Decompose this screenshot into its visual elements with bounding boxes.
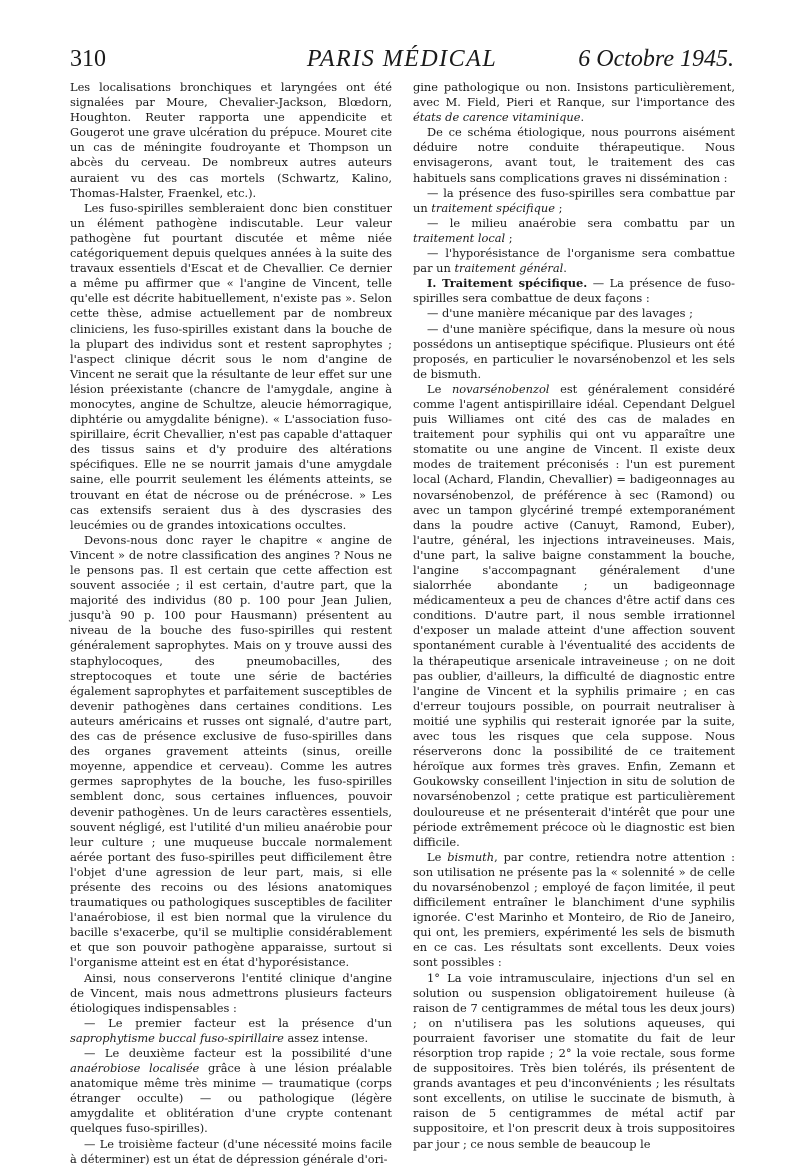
paragraph: [70, 1046, 392, 1137]
emphasis-text: bismuth: [447, 849, 495, 864]
paragraph-text-tail: ;: [505, 230, 513, 245]
paragraph: [413, 186, 735, 216]
paragraph-text: — d'une manière spécifique, dans la mesure où nous possédons un antiseptique spécifique. Plusieurs ont été proposés, en particulier le novarsénobenzol et les sels de bismuth.: [413, 321, 735, 381]
paragraph-text: — d'une manière mécanique par des lavages ;: [427, 306, 693, 321]
paragraph-text-tail: grâce à une lésion préalable anatomique même très minime — traumatique (corps étranger occulte) — ou pathologique (légère amygdalite et oblitération d'une crypte contenant quelques fuso-spirilles).: [70, 1061, 392, 1136]
paragraph: [413, 246, 735, 276]
paragraph-text: Les fuso-spirilles sembleraient donc bien constituer un élément pathogène indiscutable. Leur valeur pathogène fut pourtant discutée et même niée catégoriquement depuis quelques années à la suite des travaux essentiels d'Escat et de Chevallier. Ce dernier a même pu affirmer que « l'angine de Vincent, telle qu'elle est décrite habituellement, n'existe pas ». Selon cette thèse, admise actuellement par de nombreux cliniciens, les fuso-spirilles existant dans la bouche de la plupart des individus sont et restent saprophytes ; l'aspect clinique décrit sous le nom d'angine de Vincent ne serait que la résultante de leur effet sur une lésion préexistante (chancre de l'amygdale, angine à monocytes, angine de Schultze, aleucie hémorragique, diphtérie ou amygdalite bénigne). « L'association fuso-spirillaire, écrit Chevallier, n'est pas capable d'attaquer des tissus sains et d'y produire des altérations spécifiques. Elle ne se nourrit jamais d'une amygdale saine, elle pourrit seulement les éléments atteints, se trouvant en état de nécrose ou de prénécrose. » Les cas extensifs seraient dus à des dyscrasies des leucémies ou de grandes intoxications occultes.: [70, 200, 392, 532]
page-number: 310: [70, 46, 106, 72]
paragraph-text: De ce schéma étiologique, nous pourrons aisément déduire notre conduite thérapeutique. Nous envisagerons, avant tout, le traitement des cas habituels sans complications graves ni dissémination :: [413, 125, 735, 185]
paragraph: [70, 971, 392, 1016]
paragraph-text-tail: .: [563, 261, 567, 276]
emphasis-text: traitement général: [454, 261, 564, 276]
paragraph: [413, 125, 735, 185]
paragraph: [413, 971, 735, 1152]
paragraph-text-tail: ;: [555, 200, 563, 215]
paragraph: [413, 306, 735, 321]
paragraph: [70, 533, 392, 971]
emphasis-text: traitement spécifique: [431, 200, 556, 215]
right-column: [413, 80, 736, 1151]
page-header: [70, 46, 734, 76]
paragraph-text: Les localisations bronchiques et laryngées ont été signalées par Moure, Chevalier-Jackson, Blœdorn, Houghton. Reuter rapporta une appendicite et Gougerot une grave ulcération du prépuce. Mouret cite un cas de méningite foudroyante et Thompson un abcès du cerveau. De nombreux autres auteurs auraient vu des cas mortels (Schwartz, Kalino, Thomas-Halster, Fraenkel, etc.).: [70, 80, 392, 200]
paragraph: [70, 80, 392, 201]
paragraph: [70, 201, 392, 533]
emphasis-text: états de carence vitaminique: [413, 110, 581, 125]
paragraph: [413, 80, 735, 125]
paragraph-text: — l'hyporésistance de l'organisme sera combattue par un: [413, 246, 735, 276]
paragraph-text: — Le deuxième facteur est la possibilité d'une: [84, 1046, 392, 1060]
paragraph-text: — La présence de fuso-spirilles sera combattue de deux façons :: [413, 276, 736, 306]
paragraph: [70, 1137, 392, 1167]
paragraph-text: 1° La voie intramusculaire, injections d'un sel en solution ou suspension obligatoirement huileuse (à raison de 7 centigrammes de métal tous les deux jours) ; on n'utilisera pas les solutions aqueuses, qui pourraient favoriser une stomatite du fait de leur résorption trop rapide ; 2° la voie rectale, sous forme de suppositoires. Très bien tolérés, ils présentent de grands avantages et peu d'inconvénients ; les résultats sont excellents, on utilise le succinate de bismuth, à raison de 5 centigrammes de métal actif par suppositoire, et l'on prescrit deux à trois suppositoires par jour ; ce nous semble de beaucoup le: [413, 970, 735, 1151]
paragraph-text-tail: assez intense.: [283, 1030, 369, 1045]
paragraph: [413, 322, 735, 382]
paragraph-text: — la présence des fuso-spirilles sera combattue par un: [413, 185, 735, 215]
paragraph-text: gine pathologique ou non. Insistons particulièrement, avec M. Field, Pieri et Ranque, sur l'importance des: [413, 80, 735, 110]
paragraph-text: Ainsi, nous conserverons l'entité clinique d'angine de Vincent, mais nous admettrons plusieurs facteurs étiologiques indispensables :: [70, 970, 392, 1015]
paragraph-text: — le milieu anaérobie sera combattu par un: [427, 215, 735, 230]
emphasis-text: anaérobiose localisée: [70, 1061, 200, 1076]
paragraph: [413, 382, 735, 850]
journal-title: PARIS MÉDICAL: [306, 46, 498, 72]
paragraph-text: Le: [427, 849, 448, 864]
paragraph-text-tail: , par contre, retiendra notre attention : son utilisation ne présente pas la « solennité » de celle du novarsénobenzol ; employé de façon limitée, il peut difficilement entraîner le blanchiment d'une syphilis ignorée. C'est Marinho et Monteiro, de Rio de Janeiro, qui ont, les premiers, expérimenté les sels de bismuth en ce cas. Les résultats sont excellents. Deux voies sont possibles :: [413, 849, 735, 970]
paragraph: [413, 850, 735, 971]
paragraph: [70, 1016, 392, 1046]
paragraph-text: — Le premier facteur est la présence d'un: [84, 1015, 392, 1030]
paragraph-text: Devons-nous donc rayer le chapitre « angine de Vincent » de notre classification des angines ? Nous ne le pensons pas. Il est certain que cette affection est souvent associée ; il est certain, d'autre part, que la majorité des individus (80 p. 100 pour Jean Julien, jusqu'à 90 p. 100 pour Hausmann) présentent au niveau de la bouche des fuso-spirilles qui restent généralement saprophytes. Mais on y trouve aussi des staphylocoques, des pneumobacilles, des streptocoques et toute une série de bactéries également saprophytes et parfaitement susceptibles de devenir pathogènes dans certaines conditions. Les auteurs américains et russes ont signalé, d'autre part, des cas de présence exclusive de fuso-spirilles dans des organes gravement atteints (sinus, oreille moyenne, appendice et cerveau). Comme les autres germes saprophytes de la bouche, les fuso-spirilles semblent donc, sous certaines influences, pouvoir devenir pathogènes. Un de leurs caractères essentiels, souvent négligé, est l'utilité d'un milieu anaérobie pour leur culture ; une muqueuse buccale normalement aérée portant des fuso-spirilles peut difficilement être l'objet d'une agression de leur part, mais, si elle présente des recoins ou des lésions anatomiques traumatiques ou pathologiques susceptibles de faciliter l'anaérobiose, il est bien normal que la virulence du bacille s'exacerbe, qu'il se multiplie considérablement et que son pouvoir pathogène apparaisse, surtout si l'organisme atteint est en état d'hyporésistance.: [70, 532, 392, 970]
paragraph-text-tail: .: [580, 110, 585, 125]
paragraph-text: — Le troisième facteur (d'une nécessité moins facile à déterminer) est un état de dépression générale d'ori-: [70, 1136, 392, 1166]
left-column: [70, 80, 392, 1166]
emphasis-text: saprophytisme buccal fuso-spirillaire: [70, 1030, 284, 1045]
emphasis-text: novarsénobenzol: [451, 381, 550, 396]
paragraph: [413, 276, 735, 306]
paragraph: [413, 216, 735, 246]
issue-date: 6 Octobre 1945.: [578, 46, 734, 72]
emphasis-text: traitement local: [413, 230, 506, 245]
paragraph-text-tail: est généralement considéré comme l'agent antispirillaire idéal. Cependant Delguel puis Williames ont cité des cas de malades en traitement pour syphilis qui ont vu apparaître une stomatite ou une angine de Vincent. Il existe deux modes de traitement préconisés : l'un est purement local (Achard, Flandin, Chevallier) = badigeonnages au novarsénobenzol, de préférence à sec (Ramond) ou avec un tampon glycériné trempé extemporanément dans la poudre active (Canuyt, Ramond, Euber), l'autre, général, les injections intraveineuses. Mais, d'une part, la salive baigne constamment la bouche, l'angine s'accompagnant généralement d'une sialorrhée abondante ; un badigeonnage médicamenteux a peu de chances d'être actif dans ces conditions. D'autre part, il nous semble irrationnel d'exposer un malade atteint d'une affection souvent spontanément curable à l'éventualité des accidents de la thérapeutique arsenicale intraveineuse ; on ne doit pas oublier, d'ailleurs, la difficulté de diagnostic entre l'angine de Vincent et la syphilis primaire ; en cas d'erreur toujours possible, on pourrait neutraliser à moitié une syphilis qui resterait ignorée par la suite, avec tous les risques que cela suppose. Nous réserverons donc la possibilité de ce traitement héroïque aux formes très graves. Enfin, Zemann et Goukowsky conseillent l'injection in situ de solution de novarsénobenzol ; cette pratique est particulièrement douloureuse et ne présenterait d'intérêt que pour une période extrêmement précoce où le diagnostic est bien difficile.: [413, 381, 735, 849]
paragraph-text: Le: [427, 381, 452, 396]
section-heading: I. Traitement spécifique.: [427, 276, 588, 291]
